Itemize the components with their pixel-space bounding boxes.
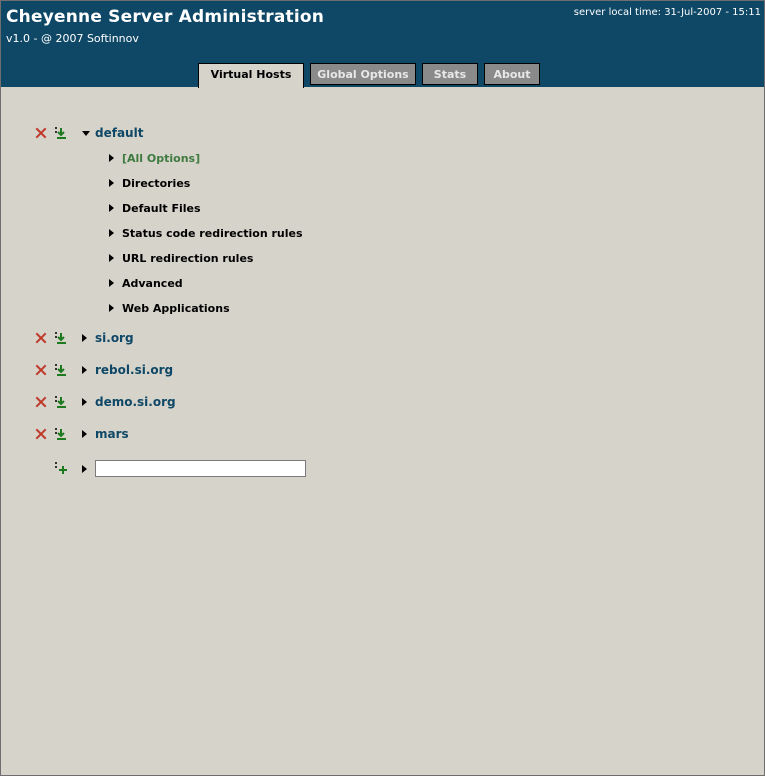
tab-global-options[interactable]: Global Options <box>310 63 416 85</box>
option-all-options[interactable]: [All Options] <box>122 152 201 165</box>
expand-icon[interactable] <box>82 398 87 406</box>
host-link-demo-si-org[interactable]: demo.si.org <box>95 395 176 409</box>
expand-icon[interactable] <box>82 334 87 342</box>
download-icon[interactable] <box>55 428 67 440</box>
delete-icon[interactable] <box>35 428 47 440</box>
download-icon[interactable] <box>55 127 67 139</box>
tab-about[interactable]: About <box>484 63 540 85</box>
app-title: Cheyenne Server Administration <box>6 7 325 27</box>
expand-icon[interactable] <box>82 465 87 473</box>
expand-icon[interactable] <box>109 179 114 187</box>
expand-icon[interactable] <box>109 254 114 262</box>
option-advanced[interactable]: Advanced <box>122 277 183 290</box>
tab-virtual-hosts[interactable]: Virtual Hosts <box>198 63 304 88</box>
download-icon[interactable] <box>55 332 67 344</box>
delete-icon[interactable] <box>35 127 47 139</box>
new-host-input[interactable] <box>95 460 306 477</box>
expand-icon[interactable] <box>109 154 114 162</box>
option-status-code-redirection[interactable]: Status code redirection rules <box>122 227 303 240</box>
expand-icon[interactable] <box>109 304 114 312</box>
download-icon[interactable] <box>55 396 67 408</box>
expand-icon[interactable] <box>109 229 114 237</box>
header <box>1 1 764 87</box>
add-icon[interactable] <box>55 462 67 474</box>
download-icon[interactable] <box>55 364 67 376</box>
host-link-default[interactable]: default <box>95 126 144 140</box>
expand-icon[interactable] <box>82 430 87 438</box>
expand-icon[interactable] <box>109 204 114 212</box>
option-directories[interactable]: Directories <box>122 177 191 190</box>
host-link-mars[interactable]: mars <box>95 427 129 441</box>
delete-icon[interactable] <box>35 396 47 408</box>
app-subtitle: v1.0 - @ 2007 Softinnov <box>6 32 139 45</box>
option-web-applications[interactable]: Web Applications <box>122 302 230 315</box>
host-link-rebol-si-org[interactable]: rebol.si.org <box>95 363 174 377</box>
tab-bar <box>1 63 764 87</box>
tab-stats[interactable]: Stats <box>422 63 478 85</box>
host-link-si-org[interactable]: si.org <box>95 331 134 345</box>
option-default-files[interactable]: Default Files <box>122 202 201 215</box>
expand-icon[interactable] <box>82 366 87 374</box>
option-url-redirection[interactable]: URL redirection rules <box>122 252 254 265</box>
delete-icon[interactable] <box>35 332 47 344</box>
collapse-icon[interactable] <box>82 131 90 136</box>
server-time: server local time: 31-Jul-2007 - 15:11 <box>573 7 761 18</box>
expand-icon[interactable] <box>109 279 114 287</box>
delete-icon[interactable] <box>35 364 47 376</box>
